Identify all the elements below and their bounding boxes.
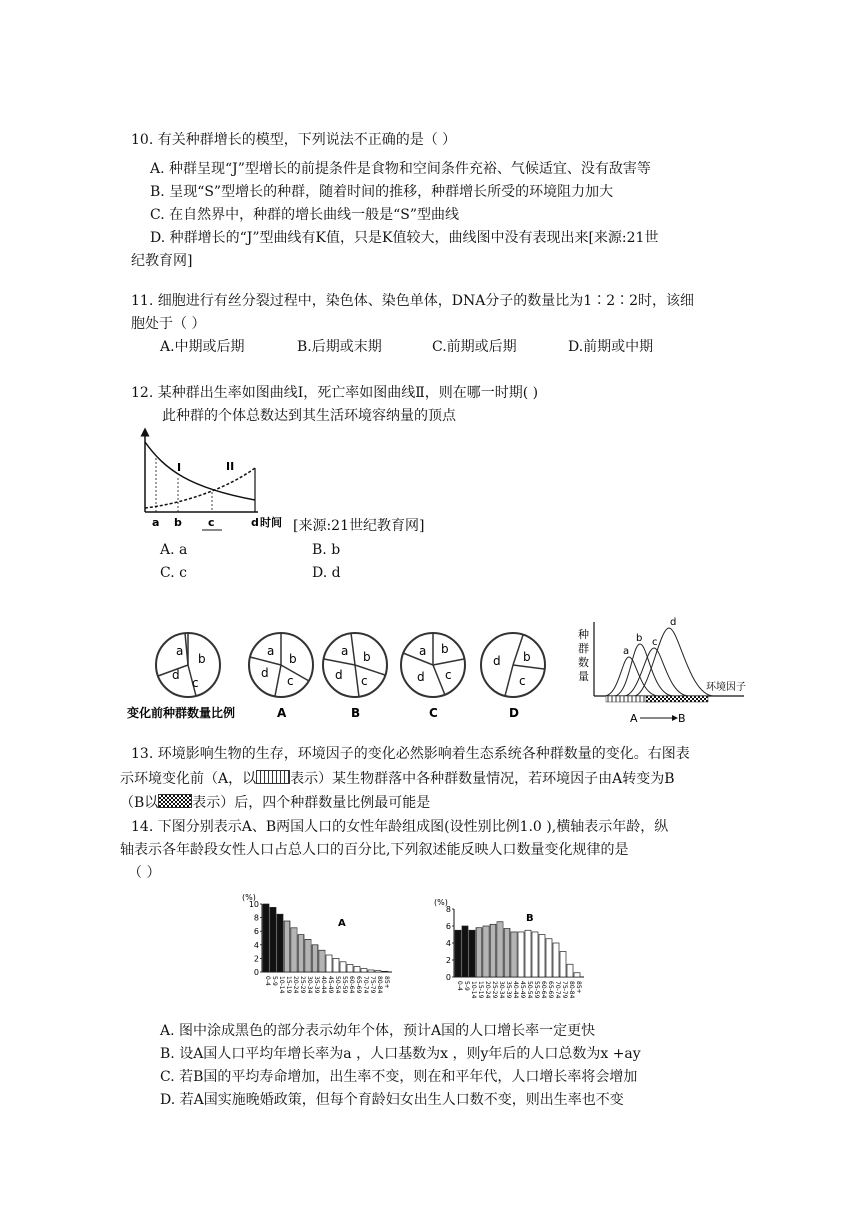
bar-20-24 <box>291 928 297 972</box>
x-tick-label: 75-79 <box>369 976 376 994</box>
y-tick-label: 10 <box>248 900 259 909</box>
x-tick-label: 70-74 <box>554 981 561 999</box>
bar-45-49 <box>326 955 332 972</box>
x-axis-label: 时间 <box>260 516 282 529</box>
svg-text:a: a <box>267 644 275 658</box>
bar-60-64 <box>347 965 353 972</box>
tick-b: b <box>174 516 182 529</box>
bar-65-69 <box>546 939 552 977</box>
svg-text:b: b <box>523 650 531 664</box>
y-axis-label-2: 群 <box>578 642 589 655</box>
pie-label-a: A <box>277 706 287 720</box>
x-tick-label: 45-49 <box>519 981 526 999</box>
bar-50-54 <box>333 958 339 972</box>
x-tick-label: 0-4 <box>264 976 271 986</box>
svg-text:a: a <box>341 644 349 658</box>
bar-25-29 <box>490 924 496 977</box>
x-tick-label: 10-14 <box>470 981 477 999</box>
x-tick-label: 55-59 <box>341 976 348 994</box>
y-unit-label: (%) <box>242 893 256 902</box>
pie-d <box>481 633 545 697</box>
curve-i-birth-rate <box>145 442 255 500</box>
q12-source: [来源:21世纪教育网] <box>293 518 425 534</box>
bar-55-59 <box>532 932 538 977</box>
y-axis-label-4: 量 <box>578 670 589 683</box>
y-tick-label: 6 <box>445 922 451 931</box>
bar-35-39 <box>504 929 510 977</box>
x-tick-label: 10-14 <box>278 976 285 994</box>
bar-0-4 <box>263 904 269 972</box>
x-tick-label: 35-39 <box>313 976 320 994</box>
svg-text:d: d <box>261 666 269 680</box>
svg-text:d: d <box>335 668 343 682</box>
q10-option-a: A. 种群呈现“J”型增长的前提条件是食物和空间条件充裕、气候适宜、没有敌害等 <box>150 161 651 177</box>
chart-title: B <box>526 913 534 924</box>
x-tick-label: 55-59 <box>533 981 540 999</box>
x-tick-label: 5-9 <box>463 981 470 991</box>
x-tick-label: 25-29 <box>491 981 498 999</box>
bar-10-14 <box>277 914 283 972</box>
q14-option-a: A. 图中涂成黑色的部分表示幼年个体，预计A国的人口增长率一定更快 <box>160 1023 596 1039</box>
bar-80-84 <box>375 971 381 972</box>
bar-10-14 <box>469 930 475 977</box>
x-tick-label: 20-24 <box>292 976 299 994</box>
y-axis-label-3: 数 <box>578 656 589 669</box>
svg-text:a: a <box>623 646 630 657</box>
svg-text:b: b <box>363 650 371 664</box>
svg-text:d: d <box>172 668 180 682</box>
chart-title: A <box>338 918 346 929</box>
q14-option-b: B. 设A国人口平均年增长率为a ，人口基数为x ，则y年后的人口总数为x +ay <box>160 1046 641 1062</box>
x-tick-label: 5-9 <box>271 976 278 986</box>
x-tick-label: 45-49 <box>327 976 334 994</box>
q12-stem: 12. 某种群出生率如图曲线Ⅰ，死亡率如图曲线Ⅱ，则在哪一时期( ) <box>131 385 539 401</box>
x-tick-label: 30-34 <box>498 981 505 999</box>
bar-85+ <box>574 973 580 977</box>
bar-50-54 <box>525 930 531 977</box>
y-tick-label: 0 <box>253 968 259 977</box>
q14-line1: 14. 下图分别表示A、B两国人口的女性年龄组成图(设性别比例1.0 ),横轴表示年龄，纵 <box>131 819 669 835</box>
tick-d: d <box>251 516 259 529</box>
svg-text:a: a <box>419 644 427 658</box>
svg-text:c: c <box>361 674 368 688</box>
svg-text:c: c <box>192 676 199 690</box>
bar-45-49 <box>518 932 524 977</box>
bar-70-74 <box>361 969 367 972</box>
svg-text:c: c <box>652 637 658 648</box>
q11-option-b: B.后期或末期 <box>297 339 382 355</box>
y-unit-label: (%) <box>434 898 448 907</box>
q10-option-d: D. 种群增长的“J”型曲线有K值，只是K值较大，曲线图中没有表现出来[来源:21世 <box>150 230 659 246</box>
bar-55-59 <box>340 962 346 972</box>
x-tick-label: 80-84 <box>568 981 575 999</box>
y-tick-label: 2 <box>253 954 259 964</box>
curve-ii-label: II <box>226 460 235 473</box>
x-tick-label: 40-44 <box>512 981 519 999</box>
x-tick-label: 60-64 <box>540 981 547 999</box>
svg-text:b: b <box>636 633 643 644</box>
pie-c <box>401 633 465 697</box>
q10-stem: 10. 有关种群增长的模型，下列说法不正确的是（ ） <box>131 132 457 148</box>
y-tick-label: 4 <box>445 939 451 948</box>
q10-option-b: B. 呈现“S”型增长的种群，随着时间的推移，种群增长所受的环境阻力加大 <box>150 184 614 200</box>
q14-option-d: D. 若A国实施晚婚政策，但每个育龄妇女出生人口数不变，则出生率也不变 <box>160 1092 624 1108</box>
bar-5-9 <box>270 907 276 972</box>
q11-option-d: D.前期或中期 <box>568 339 654 355</box>
svg-text:a: a <box>176 644 184 658</box>
q12-birth-death-graph <box>130 430 300 535</box>
q10-option-d-cont: 纪教育网] <box>131 253 193 269</box>
q11-option-c: C.前期或后期 <box>432 339 517 355</box>
x-tick-label: 35-39 <box>505 981 512 999</box>
q13-line1: 13. 环境影响生物的生存，环境因子的变化必然影响着生态系统各种群数量的变化。右图表 <box>131 746 690 762</box>
q12-stem-cont: 此种群的个体总数达到其生活环境容纳量的顶点 <box>162 408 456 424</box>
x-tick-label: 80-84 <box>376 976 383 994</box>
x-tick-label: 85+ <box>575 981 582 994</box>
pie-label-before: 变化前种群数量比例 <box>127 706 236 720</box>
bar-80-84 <box>567 964 573 977</box>
y-tick-label: 8 <box>445 905 451 914</box>
svg-text:c: c <box>519 674 526 688</box>
x-axis-label: 环境因子 <box>706 682 746 693</box>
x-tick-label: 65-69 <box>355 976 362 994</box>
pie-before <box>156 633 220 697</box>
pie-label-c: C <box>429 706 438 720</box>
hatch-box-icon <box>256 770 290 784</box>
x-tick-label: 0-4 <box>456 981 463 991</box>
y-tick-label: 8 <box>253 913 259 923</box>
q12-option-d: D. d <box>312 565 341 581</box>
x-tick-label: 20-24 <box>484 981 491 999</box>
q13-environment-curves <box>574 612 754 727</box>
x-tick-label: 75-79 <box>561 981 568 999</box>
q14-line2: 轴表示各年龄段女性人口占总人口的百分比,下列叙述能反映人口数量变化规律的是 <box>120 842 629 858</box>
bar-20-24 <box>483 926 489 977</box>
arrow-to-label: B <box>678 712 686 725</box>
pie-label-b: B <box>351 706 361 720</box>
x-tick-label: 50-54 <box>526 981 533 999</box>
svg-text:c: c <box>445 668 452 682</box>
x-tick-label: 30-34 <box>306 976 313 994</box>
x-tick-label: 15-19 <box>285 976 292 994</box>
x-tick-label: 60-64 <box>348 976 355 994</box>
bar-25-29 <box>298 935 304 972</box>
q10-option-c: C. 在自然界中，种群的增长曲线一般是“S”型曲线 <box>150 207 460 223</box>
bar-15-19 <box>284 921 290 972</box>
svg-text:d: d <box>493 654 501 668</box>
svg-text:d: d <box>670 617 677 628</box>
x-tick-label: 40-44 <box>320 976 327 994</box>
bar-0-4 <box>455 930 461 977</box>
arrow-from-label: A <box>630 712 638 725</box>
pie-a <box>249 633 313 697</box>
q12-option-c: C. c <box>160 565 187 581</box>
bar-15-19 <box>476 928 482 977</box>
pie-label-d: D <box>509 706 519 720</box>
bar-5-9 <box>462 926 468 977</box>
bar-40-44 <box>511 932 517 977</box>
q11-option-a: A.中期或后期 <box>160 339 245 355</box>
bar-30-34 <box>497 922 503 977</box>
x-tick-label: 15-19 <box>477 981 484 999</box>
x-tick-label: 65-69 <box>547 981 554 999</box>
bar-65-69 <box>354 967 360 972</box>
checker-box-icon <box>158 794 192 808</box>
pie-b <box>323 633 387 697</box>
bar-75-79 <box>560 952 566 978</box>
q11-stem: 11. 细胞进行有丝分裂过程中，染色体、染色单体，DNA分子的数量比为1∶2∶2时，该细 <box>131 293 695 309</box>
y-tick-label: 2 <box>445 956 451 965</box>
x-tick-label: 50-54 <box>334 976 341 994</box>
q13-line2: 示环境变化前（A，以 表示）某生物群落中各种群数量情况，若环境因子由A转变为B <box>120 771 675 787</box>
tick-a: a <box>152 516 160 529</box>
svg-text:b: b <box>441 642 449 656</box>
y-tick-label: 4 <box>253 940 259 950</box>
curve-ii-death-rate <box>145 468 255 508</box>
x-tick-label: 25-29 <box>299 976 306 994</box>
q12-option-a: A. a <box>160 542 188 558</box>
svg-text:d: d <box>417 670 425 684</box>
svg-text:c: c <box>287 674 294 688</box>
y-axis-label-1: 种 <box>578 628 589 641</box>
q11-stem-cont: 胞处于（ ） <box>131 316 206 332</box>
q13-line3: （B以 表示）后，四个种群数量比例最可能是 <box>120 795 431 811</box>
q13-pie-charts <box>125 625 565 725</box>
env-b-bar <box>646 696 708 702</box>
x-tick-label: 70-74 <box>362 976 369 994</box>
q14-option-c: C. 若B国的平均寿命增加，出生率不变，则在和平年代，人口增长率将会增加 <box>160 1069 638 1085</box>
bar-40-44 <box>319 950 325 972</box>
y-tick-label: 6 <box>253 927 259 937</box>
svg-text:b: b <box>289 652 297 666</box>
q14-line3: （ ） <box>128 865 161 881</box>
y-tick-label: 0 <box>445 973 451 982</box>
q12-option-b: B. b <box>312 542 341 558</box>
q14-chart-a <box>240 890 425 1010</box>
q14-chart-b <box>432 895 617 1015</box>
bar-30-34 <box>305 939 311 972</box>
curve-i-label: I <box>177 461 182 474</box>
tick-c: c <box>208 516 215 529</box>
bar-60-64 <box>539 935 545 978</box>
bar-75-79 <box>368 970 374 972</box>
bar-35-39 <box>312 945 318 972</box>
bar-85+ <box>382 971 388 972</box>
x-tick-label: 85+ <box>383 976 390 989</box>
svg-text:b: b <box>198 652 206 666</box>
bar-70-74 <box>553 943 559 977</box>
